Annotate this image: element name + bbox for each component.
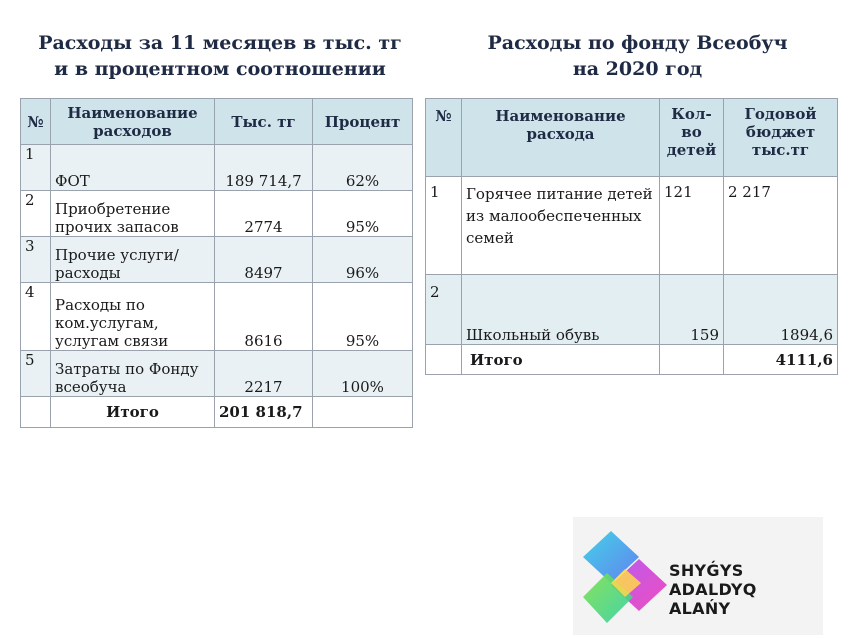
total-budget: 4111,6 (724, 345, 838, 375)
row-num: 1 (426, 177, 462, 275)
table-header-row (426, 99, 838, 177)
row-name: Школьный обувь (462, 275, 660, 345)
row-name: ФОТ (51, 145, 215, 191)
table-total-row (21, 397, 413, 428)
shygys-logo (573, 517, 823, 635)
table-row (21, 191, 413, 237)
row-count: 121 (660, 177, 724, 275)
header-name: Наименование расходов (51, 99, 215, 145)
row-budget: 2 217 (724, 177, 838, 275)
header-percent: Процент (313, 99, 413, 145)
table-row (21, 351, 413, 397)
table-row (21, 145, 413, 191)
row-num: 3 (21, 237, 51, 283)
header-count: Кол-во детей (660, 99, 724, 177)
table-total-row (426, 345, 838, 375)
table-row (426, 177, 838, 275)
row-num: 1 (21, 145, 51, 191)
logo-line1: SHYǴYS (669, 561, 744, 580)
total-label: Итого (51, 397, 215, 428)
vseobuch-table (425, 98, 838, 375)
row-num: 4 (21, 283, 51, 351)
header-num: № (21, 99, 51, 145)
row-percent: 62% (313, 145, 413, 191)
logo-line2: ADALDYQ ALAŃY (669, 580, 757, 618)
total-amount: 201 818,7 (215, 397, 313, 428)
row-num: 2 (426, 275, 462, 345)
table-row (21, 237, 413, 283)
total-num (21, 397, 51, 428)
row-num: 5 (21, 351, 51, 397)
row-count: 159 (660, 275, 724, 345)
row-name: Расходы по ком.услугам, услугам связи (51, 283, 215, 351)
total-percent (313, 397, 413, 428)
row-percent: 96% (313, 237, 413, 283)
right-title-line2: на 2020 год (572, 58, 703, 80)
logo-diamond-icon (581, 529, 673, 625)
total-num (426, 345, 462, 375)
left-title (20, 30, 420, 82)
row-amount: 8616 (215, 283, 313, 351)
logo-text (669, 561, 823, 618)
row-name: Приобретение прочих запасов (51, 191, 215, 237)
expenses-table (20, 98, 413, 428)
table-header-row (21, 99, 413, 145)
total-label: Итого (462, 345, 660, 375)
total-count (660, 345, 724, 375)
right-title (440, 30, 835, 82)
row-budget: 1894,6 (724, 275, 838, 345)
table-row (426, 275, 838, 345)
row-amount: 2774 (215, 191, 313, 237)
header-amount: Тыс. тг (215, 99, 313, 145)
header-num: № (426, 99, 462, 177)
right-title-line1: Расходы по фонду Всеобуч (487, 32, 788, 54)
header-name: Наименование расхода (462, 99, 660, 177)
row-name: Горячее питание детей из малообеспеченных семей (462, 177, 660, 275)
header-budget: Годовой бюджет тыс.тг (724, 99, 838, 177)
row-percent: 95% (313, 191, 413, 237)
row-amount: 189 714,7 (215, 145, 313, 191)
table-row (21, 283, 413, 351)
row-percent: 95% (313, 283, 413, 351)
row-amount: 8497 (215, 237, 313, 283)
row-num: 2 (21, 191, 51, 237)
row-amount: 2217 (215, 351, 313, 397)
row-name: Затраты по Фонду всеобуча (51, 351, 215, 397)
left-title-line1: Расходы за 11 месяцев в тыс. тг (38, 32, 402, 54)
row-percent: 100% (313, 351, 413, 397)
row-name: Прочие услуги/расходы (51, 237, 215, 283)
left-title-line2: и в процентном соотношении (54, 58, 386, 80)
